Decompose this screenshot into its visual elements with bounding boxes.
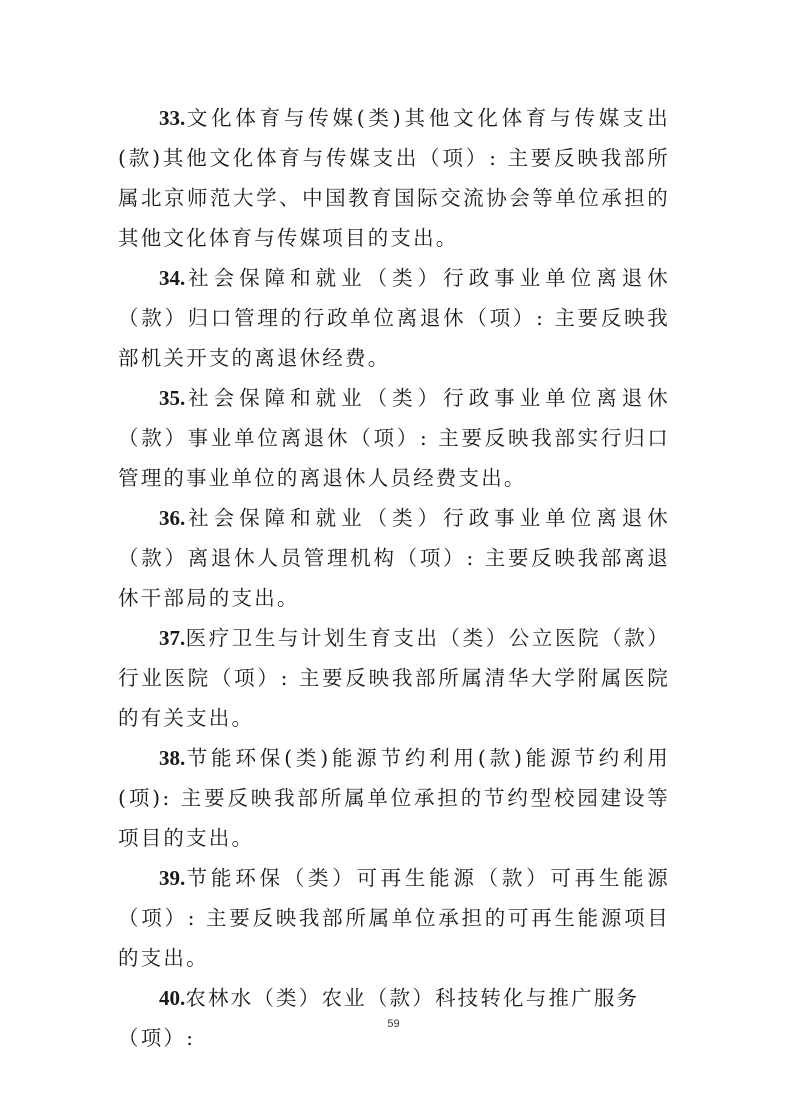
- paragraph-number: 37.: [159, 626, 186, 650]
- paragraph-number: 35.: [159, 386, 186, 410]
- document-body: [118, 98, 670, 1058]
- paragraph-number: 34.: [159, 266, 186, 290]
- paragraph-34: [118, 258, 670, 378]
- paragraph-number: 36.: [159, 506, 186, 530]
- paragraph-35: [118, 378, 670, 498]
- page-number: 59: [387, 1018, 400, 1030]
- paragraph-39: [118, 858, 670, 978]
- paragraph-38: [118, 738, 670, 858]
- paragraph-number: 40.: [159, 986, 186, 1010]
- paragraph-text: 社会保障和就业（类）行政事业单位离退休（款）事业单位离退休（项）: 主要反映我部实行归口管理的事业单位的离退休人员经费支出。: [118, 386, 670, 490]
- paragraph-text: 文化体育与传媒(类)其他文化体育与传媒支出(款)其他文化体育与传媒支出（项）: 主要反映我部所属北京师范大学、中国教育国际交流协会等单位承担的其他文化体育与传媒项目的支出。: [118, 106, 670, 250]
- paragraph-number: 33.: [159, 106, 186, 130]
- paragraph-text: 医疗卫生与计划生育支出（类）公立医院（款）行业医院（项）: 主要反映我部所属清华大学附属医院的有关支出。: [118, 626, 670, 730]
- paragraph-text: 社会保障和就业（类）行政事业单位离退休（款）归口管理的行政单位离退休（项）: 主要反映我部机关开支的离退休经费。: [118, 266, 670, 370]
- paragraph-number: 39.: [159, 866, 186, 890]
- paragraph-text: 社会保障和就业（类）行政事业单位离退休（款）离退休人员管理机构（项）: 主要反映我部离退休干部局的支出。: [118, 506, 670, 610]
- paragraph-33: [118, 98, 670, 258]
- paragraph-text: 节能环保(类)能源节约利用(款)能源节约利用(项): 主要反映我部所属单位承担的节约型校园建设等项目的支出。: [118, 746, 670, 850]
- paragraph-number: 38.: [159, 746, 186, 770]
- paragraph-36: [118, 498, 670, 618]
- paragraph-37: [118, 618, 670, 738]
- paragraph-text: 节能环保（类）可再生能源（款）可再生能源（项）: 主要反映我部所属单位承担的可再生能源项目的支出。: [118, 866, 670, 970]
- paragraph-text: 农林水（类）农业（款）科技转化与推广服务（项）:: [118, 986, 640, 1050]
